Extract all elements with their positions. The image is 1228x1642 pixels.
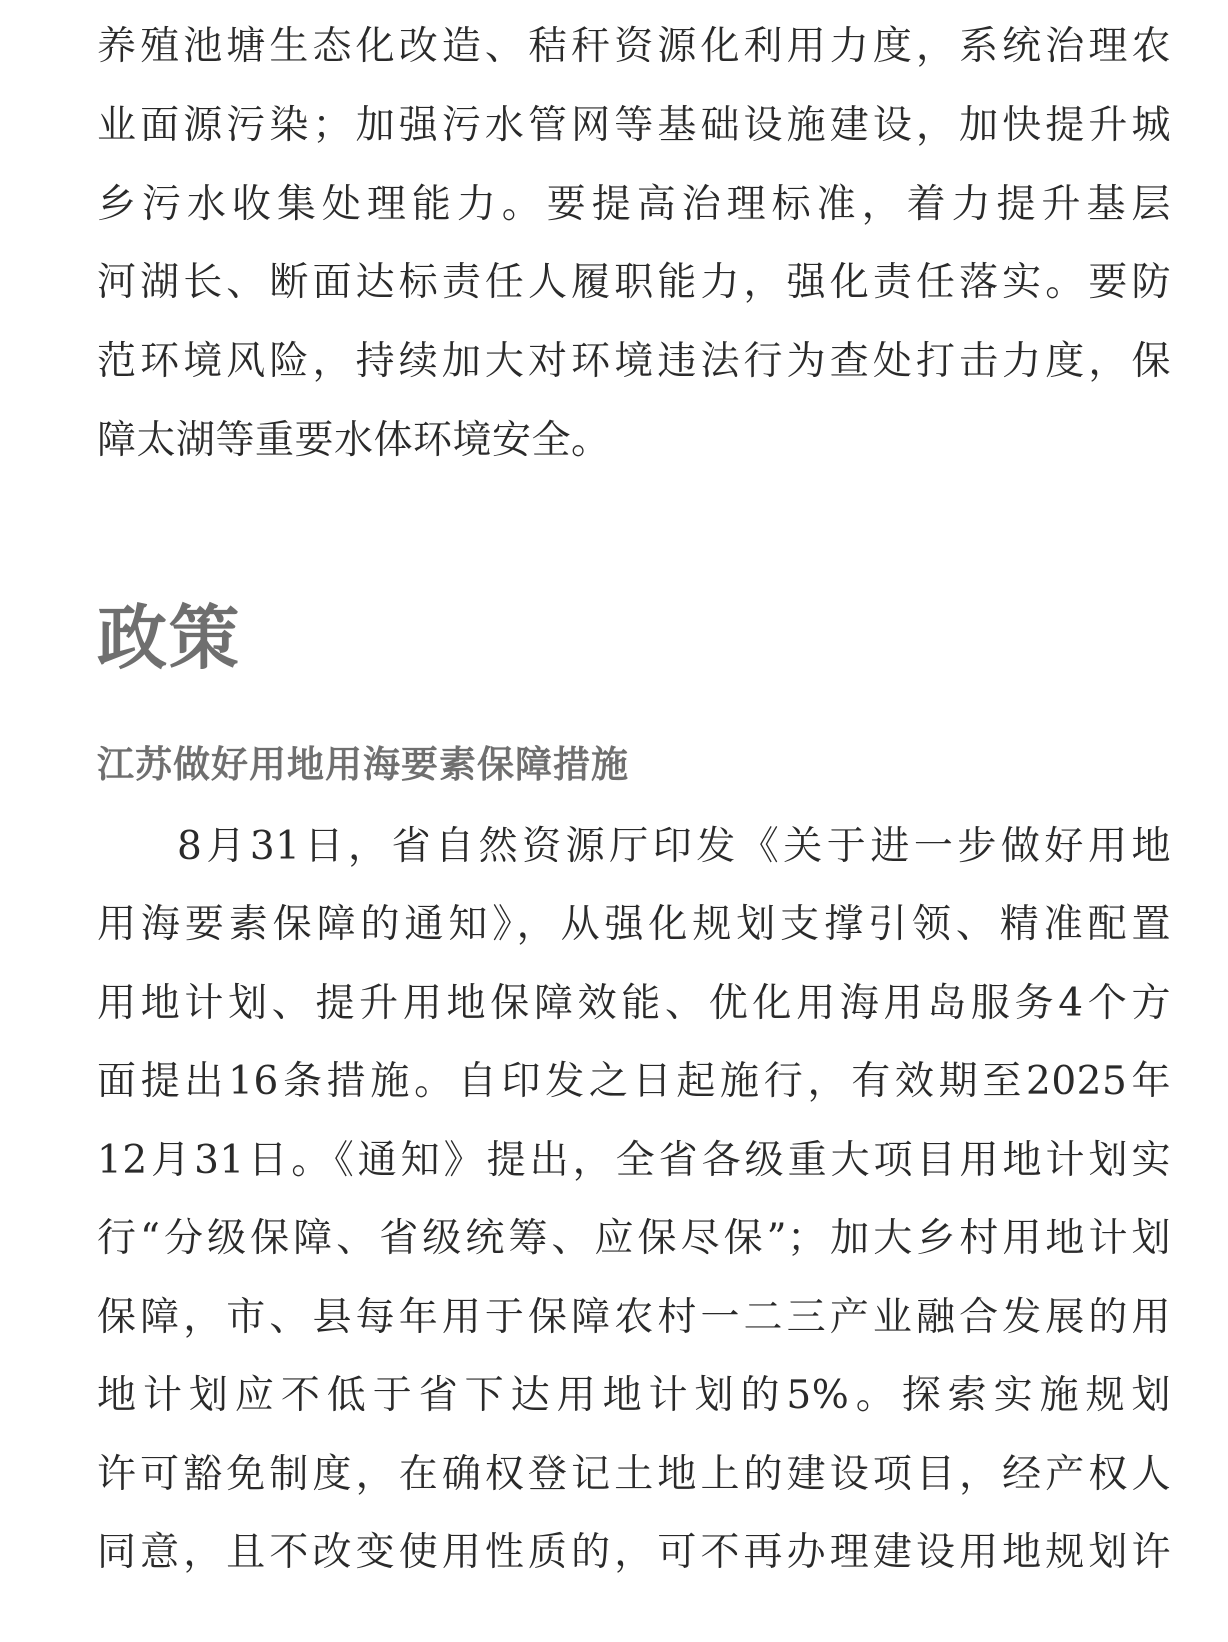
paragraph-line: 业面源污染；加强污水管网等基础设施建设，加快提升城 xyxy=(97,103,1171,148)
article-line: 许可豁免制度，在确权登记土地上的建设项目，经产权人 xyxy=(97,1452,1171,1497)
article-line: 用地计划、提升用地保障效能、优化用海用岛服务4个方 xyxy=(97,981,1171,1026)
article-line: 地计划应不低于省下达用地计划的5%。探索实施规划 xyxy=(97,1373,1171,1418)
article-line: 12月31日。《通知》提出，全省各级重大项目用地计划实 xyxy=(97,1138,1171,1183)
article-line: 8月31日，省自然资源厅印发《关于进一步做好用地 xyxy=(177,824,1171,869)
paragraph-line: 障太湖等重要水体环境安全。 xyxy=(97,418,611,463)
article-line: 保障，市、县每年用于保障农村一二三产业融合发展的用 xyxy=(97,1295,1171,1340)
paragraph-line: 范环境风险，持续加大对环境违法行为查处打击力度，保 xyxy=(97,339,1171,384)
article-line: 同意，且不改变使用性质的，可不再办理建设用地规划许 xyxy=(97,1530,1171,1575)
article-line: 用海要素保障的通知》，从强化规划支撑引领、精准配置 xyxy=(97,902,1171,947)
paragraph-line: 养殖池塘生态化改造、秸秆资源化利用力度，系统治理农 xyxy=(97,24,1171,69)
paragraph-line: 河湖长、断面达标责任人履职能力，强化责任落实。要防 xyxy=(97,260,1171,305)
section-title: 政策 xyxy=(97,597,241,679)
article-line: 面提出16条措施。自印发之日起施行，有效期至2025年 xyxy=(97,1059,1171,1104)
article-title: 江苏做好用地用海要素保障措施 xyxy=(97,742,629,786)
paragraph-line: 乡污水收集处理能力。要提高治理标准，着力提升基层 xyxy=(97,182,1171,227)
article-line: 行“分级保障、省级统筹、应保尽保”；加大乡村用地计划 xyxy=(97,1216,1171,1261)
